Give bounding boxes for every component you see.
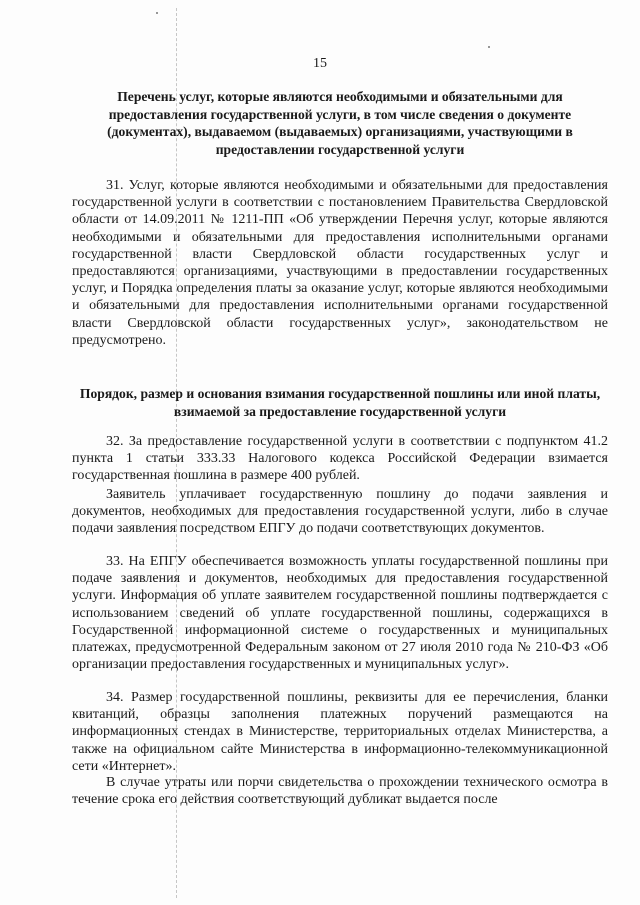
paragraph-34: 34. Размер государственной пошлины, реквизиты для ее перечисления, бланки квитанций, образцы заполнения платежных поручений размещаются на информационных стендах в Министерстве, территориальных отделах Министерства, а также на официальном сайте Министерства в информационно-телекоммуникационной сети «Интернет». <box>72 690 608 774</box>
section-heading-services: Перечень услуг, которые являются необходимыми и обязательными для предоставления государственной услуги, в том числе сведения о документе (документах), выдаваемом (выдаваемых) организациями, участвующими в предоставлении государственной услуги <box>107 89 573 157</box>
paragraph-31: 31. Услуг, которые являются необходимыми и обязательными для предоставления государственной услуги в соответствии с постановлением Правительства Свердловской области от 14.09.2011 № 1211-ПП «Об утверждении Перечня услуг, которые являются необходимыми и обязательными для предоставления исполнительными органами государственной власти Свердловской области государственных услуг и предоставляются организациями, участвующими в предоставлении государственных услуг, и Порядка определения платы за оказание услуг, которые являются необходимыми и обязательными для предоставления исполнительными органами государственной власти Свердловской области государственных услуг», законодательством не предусмотрено. <box>72 178 608 348</box>
scan-speck <box>156 12 158 14</box>
page-number: 15 <box>313 56 327 71</box>
paragraph-33: 33. На ЕПГУ обеспечивается возможность уплаты государственной пошлины при подаче заявления и документов, необходимых для предоставления государственной услуги. Информация об уплате заявителем государственной пошлины подтверждается с использованием сведений об уплате государственной пошлины, содержащихся в Государственной информационной системе о государственных и муниципальных платежах, предусмотренной Федеральным законом от 27 июля 2010 года № 210-ФЗ «Об организации предоставления государственных и муниципальных услуг». <box>72 554 608 673</box>
paragraph-34-continued: В случае утраты или порчи свидетельства о прохождении технического осмотра в течение срока его действия соответствующий дубликат выдается после <box>72 775 608 808</box>
scan-speck <box>488 46 490 48</box>
paragraph-32: 32. За предоставление государственной услуги в соответствии с подпунктом 41.2 пункта 1 статьи 333.33 Налогового кодекса Российской Федерации взимается государственная пошлина в размере 400 рублей. <box>72 434 608 484</box>
section-heading-state-duty: Порядок, размер и основания взимания государственной пошлины или иной платы, взимаемой за предоставление государственной услуги <box>79 386 601 419</box>
paragraph-32-continued: Заявитель уплачивает государственную пошлину до подачи заявления и документов, необходимых для предоставления государственной услуги, либо в случае подачи заявления посредством ЕПГУ до подачи соответствующих документов. <box>72 487 608 537</box>
